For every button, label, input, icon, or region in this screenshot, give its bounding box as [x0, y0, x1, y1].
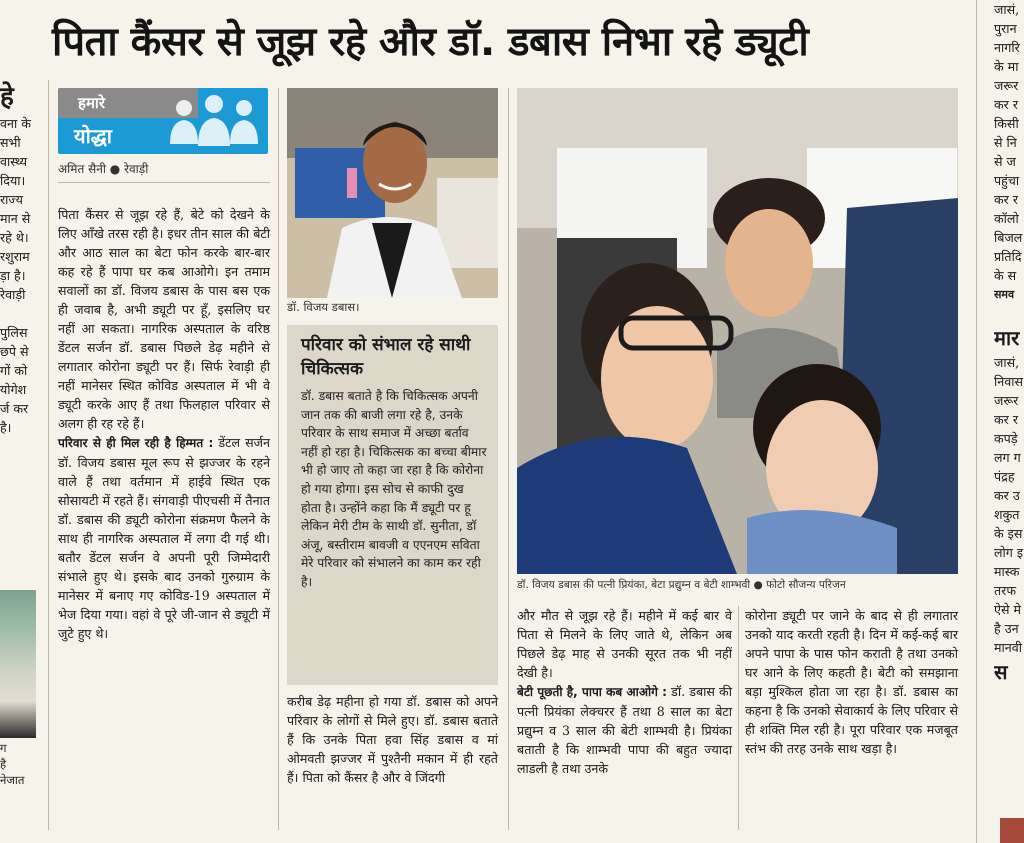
fragment-tag: समव [994, 288, 1015, 301]
fragment-line: मान से [0, 211, 31, 226]
fragment-line: नागरि [994, 40, 1020, 55]
logo-line2: योद्धा [74, 124, 112, 148]
fragment-line: छपे से [0, 344, 29, 359]
fragment-heading: मार [994, 326, 1020, 350]
fragment-line: रहे थे। [0, 230, 29, 245]
fragment-line: जरूर [994, 393, 1019, 408]
fragment-line: र्ज कर [0, 401, 29, 416]
logo-line1: हमारे [58, 88, 198, 118]
fragment-line: पुरान [994, 21, 1017, 36]
humare-yoddha-logo [58, 88, 268, 154]
fragment-heading: स [994, 660, 1008, 684]
fragment-line: है उन [994, 621, 1019, 636]
fragment-line: जरूर [994, 78, 1019, 93]
fragment-line: से ज [994, 154, 1016, 169]
byline-rule [58, 182, 270, 183]
fragment-line [0, 304, 40, 323]
fragment-line: सभी [0, 135, 21, 150]
headline: पिता कैंसर से जूझ रहे और डॉ. डबास निभा रहे ड्यूटी [52, 19, 809, 65]
subheading: बेटी पूछती है, पापा कब आओगे : [517, 685, 667, 699]
column-rule [738, 606, 739, 830]
fragment-line: राज्य [0, 192, 23, 207]
fragment-heading: हे [0, 82, 14, 112]
fragment-line: पंद्रह [994, 469, 1015, 484]
subheading: परिवार से ही मिल रही है हिम्मत : [58, 436, 214, 450]
people-icon [162, 92, 266, 150]
fragment-line: रेवाड़ी [0, 287, 26, 302]
right-adjacent-article [994, 0, 1024, 687]
fragment-line: शकुत [994, 507, 1020, 522]
article-paragraph: पिता कैंसर से जूझ रहे हैं, बेटे को देखने के लिए आँखे तरस रही है। इधर तीन साल की बेटी और आठ साल का बेटा फोन करके बार-बार कह रहे हैं पापा घर कब आओगे। इन तमाम सवालों का डॉ. विजय डबास के पास बस एक ही जवाब है, अभी ड्यूटी पर हूँ, इसलिए घर नहीं आ सकता। नागरिक अस्पताल के वरिष्ठ डेंटल सर्जन डॉ. डबास पिछले डेढ़ महीने से लगातार कोरोना ड्यूटी पर हैं। सिर्फ रेवाड़ी ही नहीं मानेसर स्थित कोविड अस्पताल में भी वे ड्यूटी करके आए हैं तथा फिलहाल परिवार से अलग ही रह रहे हैं। [58, 207, 270, 431]
column-rule [508, 88, 509, 830]
fragment-line: लग ग [994, 450, 1021, 465]
article-column-2: करीब डेढ़ महीना हो गया डॉ. डबास को अपने परिवार के लोगों से मिले हुए। डॉ. डबास बताते हैं कि उनके पिता हवा सिंह डबास व मां ओमवती झज्जर में पुश्तैनी मकान में ही रहते हैं। पिता को कैंसर है और वे जिंदगी [287, 694, 498, 785]
fragment-line: कर र [994, 192, 1018, 207]
box-title: परिवार को संभाल रहे साथी चिकित्सक [301, 335, 471, 379]
fragment-line: मानवी [994, 640, 1023, 655]
fragment-line: तरफ [994, 583, 1017, 598]
fragment-caption-line: है [0, 757, 7, 771]
article-column-1 [58, 205, 270, 643]
fragment-line: वना के [0, 116, 31, 131]
fragment-caption-line: नेजात [0, 773, 25, 787]
fragment-line: कर र [994, 97, 1018, 112]
fragment-line: कर र [994, 412, 1018, 427]
fragment-line: रशुराम [0, 249, 30, 264]
fragment-line: निवास [994, 374, 1024, 389]
fragment-line: पहुंचा [994, 173, 1020, 188]
fragment-caption-line: ग [0, 741, 7, 755]
fragment-line: योगेश [0, 382, 27, 397]
column-rule [976, 0, 977, 843]
article-paragraph: और मौत से जूझ रहे हैं। महीने में कई बार वे पिता से मिलने के लिए जाते थे, लेकिन अब पिछले डेढ़ माह से उनकी सूरत तक भी नहीं देखी है। [517, 608, 732, 680]
right-adjacent-image [1000, 818, 1024, 843]
fragment-line: बिजल [994, 230, 1023, 245]
portrait-caption: डॉ. विजय डबास। [287, 300, 360, 314]
fragment-line: से नि [994, 135, 1017, 150]
left-adjacent-article [0, 80, 40, 437]
fragment-line: कॉलो [994, 211, 1019, 226]
family-photo [517, 88, 958, 574]
article-column-3 [517, 606, 732, 778]
sidebar-box [287, 325, 498, 685]
fragment-line: के स [994, 268, 1017, 283]
fragment-spacer [994, 304, 1024, 323]
fragment-line: मास्क [994, 564, 1020, 579]
fragment-line: जासं, [994, 2, 1020, 17]
doctor-portrait-photo [287, 88, 498, 298]
fragment-line: दिया। [0, 173, 26, 188]
fragment-line: कर उ [994, 488, 1020, 503]
fragment-line: ऐसे मे [994, 602, 1022, 617]
fragment-line: गों को [0, 363, 28, 378]
fragment-line: कपड़े [994, 431, 1018, 446]
left-adjacent-photo [0, 590, 36, 738]
column-rule [48, 80, 49, 830]
fragment-line: प्रतिदि [994, 249, 1022, 264]
fragment-line: किसी [994, 116, 1019, 131]
photo-caption: डॉ. विजय डबास की पत्नी प्रियंका, बेटा प्रद्युम्न व बेटी शाम्भवी ● फोटो सौजन्य परिजन [517, 579, 846, 591]
byline: अमित सैनी ● रेवाड़ी [58, 162, 149, 176]
column-rule [278, 88, 279, 830]
fragment-line: के इस [994, 526, 1023, 541]
fragment-line: लोग इ [994, 545, 1024, 560]
article-paragraph: डेंटल सर्जन डॉ. विजय डबास मूल रूप से झज्जर के रहने वाले हैं तथा वर्तमान में हाईवे स्थित एक सोसायटी में रहते हैं। संगवाड़ी पीएचसी में तैनात डॉ. डबास की ड्यूटी कोरोना संक्रमण फैलने के साथ ही नागरिक अस्पताल में लगा दी गई थी। बतौर डेंटल सर्जन वे अपनी पूरी जिम्मेदारी संभाले हुए थे। इसके बाद उनको गुरुग्राम के मानेसर में बनाए गए कोविड-19 अस्पताल में भेज दिया गया। वहां वे पूरे जी-जान से ड्यूटी में जुटे हुए थे। [58, 435, 271, 641]
article-paragraph: डॉ. डबास की पत्नी प्रियंका लेक्चरर हैं तथा 8 साल का बेटा प्रद्युम्न व 3 साल की बेटी शाम्भवी है। प्रियंका बताती है कि शाम्भवी पापा की बहुत ज्यादा लाडली है तथा उनके [517, 684, 732, 776]
fragment-line: के मा [994, 59, 1019, 74]
box-body: डॉ. डबास बताते है कि चिकित्सक अपनी जान तक की बाजी लगा रहे है, उनके परिवार के साथ समाज में अच्छा बर्ताव नहीं हो रहा है। चिकित्सक का बच्चा बीमार भी हो जाए तो कहा जा रहा है कि कोरोना हो गया होगा। इस सोच से काफी दुख होता है। उन्होंने कहा कि मैं ड्यूटी पर हू लेकिन मेरी टीम के साथी डॉ. सुनीता, डॉ अंजू, बस्तीराम बावजी व एएनएम सविता मेरे परिवार को संभालने का काम कर रही है। [301, 389, 487, 589]
fragment-line: वास्थ्य [0, 154, 28, 169]
fragment-line: जासं, [994, 355, 1020, 370]
left-adjacent-caption [0, 740, 40, 788]
fragment-line: है। [0, 420, 12, 435]
article-column-4: कोरोना ड्यूटी पर जाने के बाद से ही लगातार उनको याद करती रहती है। दिन में कई-कई बार अपने पापा के पास फोन कराती है तथा उनको घर आने के लिए कहती है। बेटी को समझाना बड़ा मुश्किल होता जा रहा है। डॉ. डबास का कहना है कि उनको सेवाकार्य के लिए परिवार से ही शक्ति मिल रही है। पूरा परिवार एक मजबूत स्तंभ की तरह उनके साथ खड़ा है। [745, 608, 958, 756]
fragment-line: पुलिस [0, 325, 28, 340]
fragment-line: ड़ा है। [0, 268, 26, 283]
